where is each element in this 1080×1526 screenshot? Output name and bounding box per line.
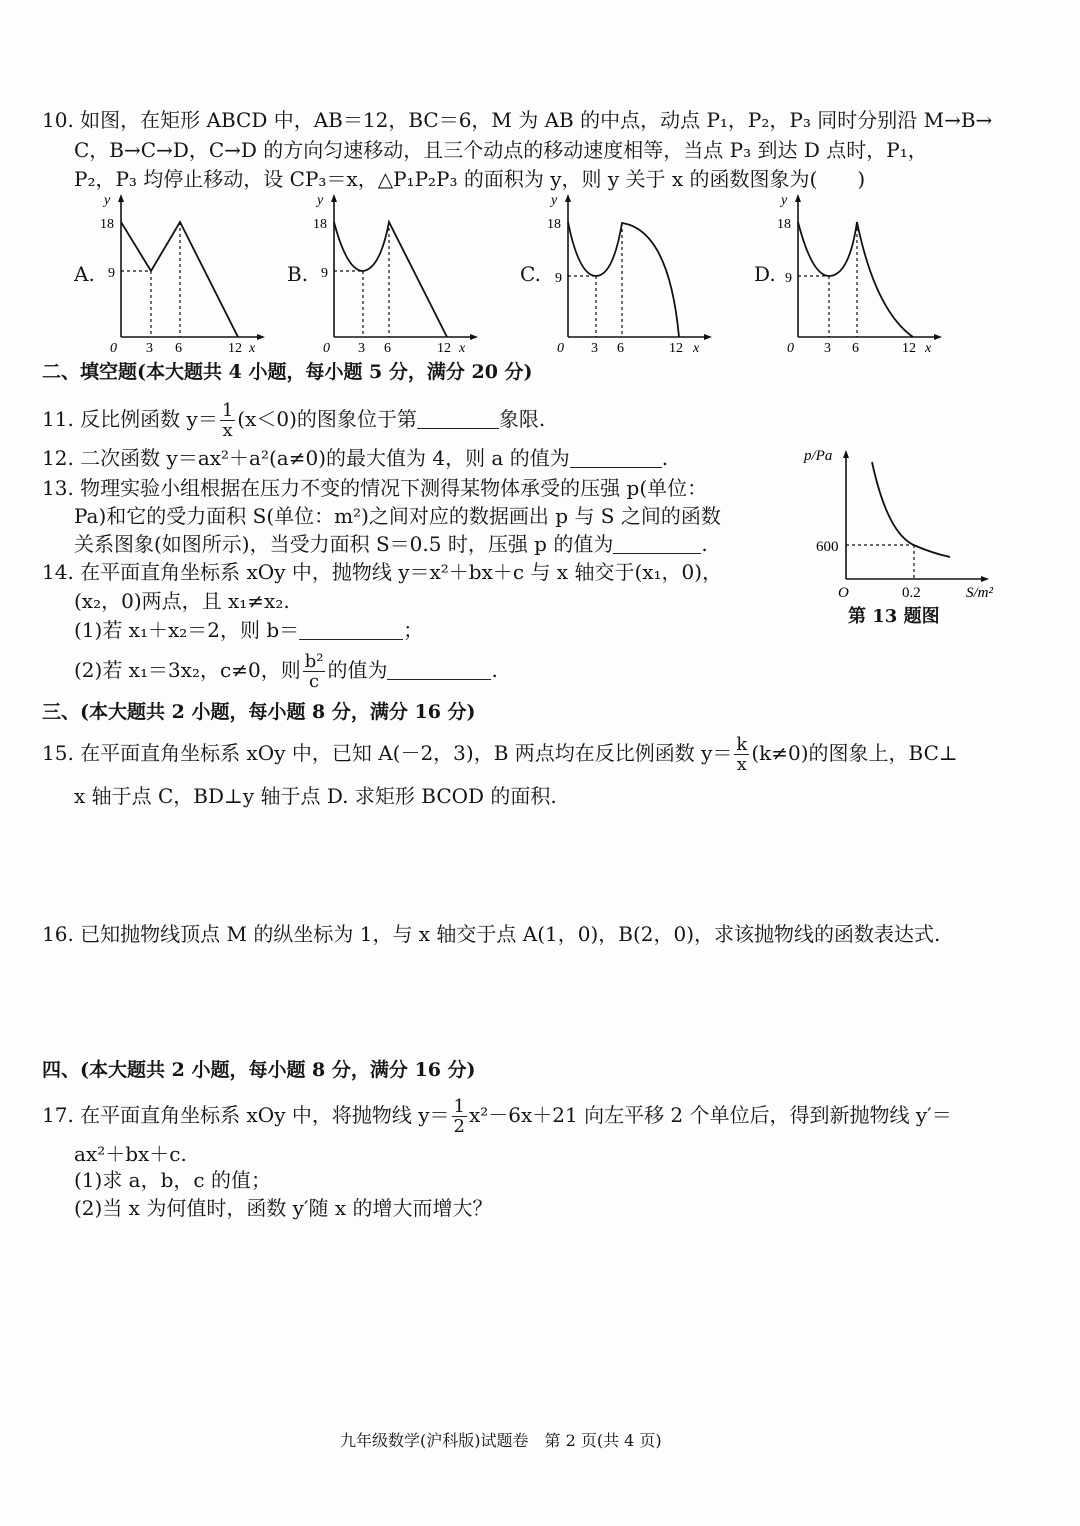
option-a-label[interactable]: A. [74, 262, 95, 286]
q17-fraction [452, 1097, 467, 1136]
x-tick-3: 3 [824, 341, 831, 356]
q17-pre: 17. 在平面直角坐标系 xOy 中，将抛物线 y＝ [42, 1103, 450, 1127]
q13-figure [800, 440, 1015, 601]
q13-line3-text: 关系图象(如图所示)，当受力面积 S＝0.5 时，压强 p 的值为 [74, 532, 614, 556]
origin-label: O [838, 585, 849, 601]
q11-tail: 象限. [498, 407, 546, 431]
q15-line2: x 轴于点 C，BD⊥y 轴于点 D. 求矩形 BCOD 的面积. [74, 784, 557, 808]
y-axis-label: y [781, 193, 788, 208]
q13-line3 [74, 532, 708, 556]
x-tick-6: 6 [617, 341, 624, 356]
x-tick-0: 0 [323, 341, 330, 356]
q16: 16. 已知抛物线顶点 M 的纵坐标为 1，与 x 轴交于点 A(1，0)，B(2，0)，求该抛物线的函数表达式. [42, 922, 941, 946]
q17-line2: ax²＋bx＋c. [74, 1142, 187, 1166]
option-a-graph [96, 190, 268, 360]
x-tick-6: 6 [852, 341, 859, 356]
q17-line1 [42, 1090, 952, 1140]
q11-post: (x＜0)的图象位于第 [237, 407, 417, 431]
y-tick-18: 18 [547, 217, 561, 232]
q10-line1: 10. 如图，在矩形 ABCD 中，AB＝12，BC＝6，M 为 AB 的中点，动点 P₁，P₂，P₃ 同时分别沿 M→B→ [42, 108, 993, 132]
p-tick-600: 600 [816, 539, 839, 555]
q14-num: b² [304, 651, 324, 672]
x-tick-6: 6 [175, 341, 182, 356]
q13-line1: 13. 物理实验小组根据在压力不变的情况下测得某物体承受的压强 p(单位： [42, 476, 708, 500]
q11 [42, 394, 545, 444]
y-axis-label: y [317, 193, 324, 208]
option-c-label[interactable]: C. [520, 262, 541, 286]
x-tick-0: 0 [557, 341, 564, 356]
q11-num: 1 [221, 400, 234, 421]
y-axis-label: y [551, 193, 558, 208]
q13-answer-blank[interactable] [613, 535, 701, 554]
q14-line2: (x₂，0)两点，且 x₁≠x₂. [74, 589, 290, 613]
x-tick-3: 3 [591, 341, 598, 356]
y-tick-9: 9 [555, 271, 562, 286]
q14-part2-blank[interactable] [387, 661, 491, 680]
q14-part2-pre: (2)若 x₁＝3x₂，c≠0，则 [74, 658, 301, 682]
section2-heading: 二、填空题(本大题共 4 小题，每小题 5 分，满分 20 分) [42, 361, 533, 383]
y-tick-18: 18 [313, 217, 327, 232]
x-tick-0: 0 [787, 341, 794, 356]
y-tick-18: 18 [777, 217, 791, 232]
q14-part2 [74, 645, 498, 695]
q15-fraction [734, 735, 749, 774]
q15-post: (k≠0)的图象上，BC⊥ [751, 741, 958, 765]
option-b-graph [309, 190, 481, 360]
section4-heading: 四、(本大题共 2 小题，每小题 8 分，满分 16 分) [42, 1059, 476, 1081]
q14-part1-text: (1)若 x₁＋x₂＝2，则 b＝ [74, 618, 300, 642]
p-axis-label: p/Pa [804, 448, 833, 464]
q10-line2: C，B→C→D，C→D 的方向匀速移动，且三个动点的移动速度相等，当点 P₃ 到达 D 点时，P₁， [74, 138, 928, 162]
q12-answer-blank[interactable] [570, 449, 662, 468]
q11-den: x [222, 420, 233, 441]
y-axis-label: y [104, 193, 111, 208]
q17-num: 1 [453, 1096, 465, 1117]
x-tick-0: 0 [110, 341, 117, 356]
q15-den: x [736, 754, 747, 775]
q13-figure-caption: 第 13 题图 [848, 606, 940, 627]
q12 [42, 446, 668, 470]
option-d-graph [773, 190, 945, 360]
x-axis-label: x [459, 341, 466, 356]
x-axis-label: x [693, 341, 700, 356]
q17-part2: (2)当 x 为何值时，函数 y′随 x 的增大而增大？ [74, 1196, 493, 1220]
x-tick-12: 12 [437, 341, 451, 356]
q11-fraction [220, 401, 235, 440]
q15-num: k [736, 734, 748, 755]
q11-pre: 11. 反比例函数 y＝ [42, 407, 218, 431]
q13-line2: Pa)和它的受力面积 S(单位：m²)之间对应的数据画出 p 与 S 之间的函数 [74, 504, 721, 528]
q14-line1: 14. 在平面直角坐标系 xOy 中，抛物线 y＝x²＋bx＋c 与 x 轴交于(x₁，0)， [42, 560, 723, 584]
option-b-label[interactable]: B. [287, 262, 309, 286]
y-tick-9: 9 [108, 266, 115, 281]
y-tick-9: 9 [785, 271, 792, 286]
q14-part1 [74, 618, 423, 642]
q12-tail: . [661, 446, 669, 470]
q15-line1 [42, 728, 958, 778]
page-footer: 九年级数学(沪科版)试题卷 第 2 页(共 4 页) [340, 1431, 662, 1450]
x-tick-12: 12 [669, 341, 683, 356]
q17-post: x²－6x＋21 向左平移 2 个单位后，得到新抛物线 y′＝ [468, 1103, 952, 1127]
q17-part1: (1)求 a，b，c 的值； [74, 1168, 271, 1192]
x-axis-label: x [249, 341, 256, 356]
q11-answer-blank[interactable] [417, 410, 499, 429]
q15-pre: 15. 在平面直角坐标系 xOy 中，已知 A(－2，3)，B 两点均在反比例函数 y＝ [42, 741, 733, 765]
q14-fraction [303, 652, 326, 691]
q14-part2-post: 的值为 [327, 658, 388, 682]
x-tick-3: 3 [146, 341, 153, 356]
y-tick-18: 18 [100, 217, 114, 232]
s-axis-label: S/m² [966, 585, 993, 601]
q14-den: c [309, 671, 320, 692]
q13-tail: . [701, 532, 708, 556]
option-d-label[interactable]: D. [754, 262, 776, 286]
q17-den: 2 [453, 1116, 465, 1137]
x-axis-label: x [925, 341, 932, 356]
q14-part2-tail: . [491, 658, 498, 682]
q10-line3: P₂，P₃ 均停止移动，设 CP₃＝x，△P₁P₂P₃ 的面积为 y，则 y 关于 x 的函数图象为( ) [74, 167, 866, 191]
x-tick-12: 12 [228, 341, 242, 356]
x-tick-3: 3 [358, 341, 365, 356]
q12-text: 12. 二次函数 y＝ax²＋a²(a≠0)的最大值为 4，则 a 的值为 [42, 446, 570, 470]
y-tick-9: 9 [321, 266, 328, 281]
q14-part1-tail: ； [403, 618, 424, 642]
option-c-graph [543, 190, 715, 360]
section3-heading: 三、(本大题共 2 小题，每小题 8 分，满分 16 分) [42, 701, 476, 723]
q14-part1-blank[interactable] [299, 621, 403, 640]
x-tick-12: 12 [902, 341, 916, 356]
x-tick-6: 6 [384, 341, 391, 356]
s-tick-0.2: 0.2 [902, 585, 921, 601]
